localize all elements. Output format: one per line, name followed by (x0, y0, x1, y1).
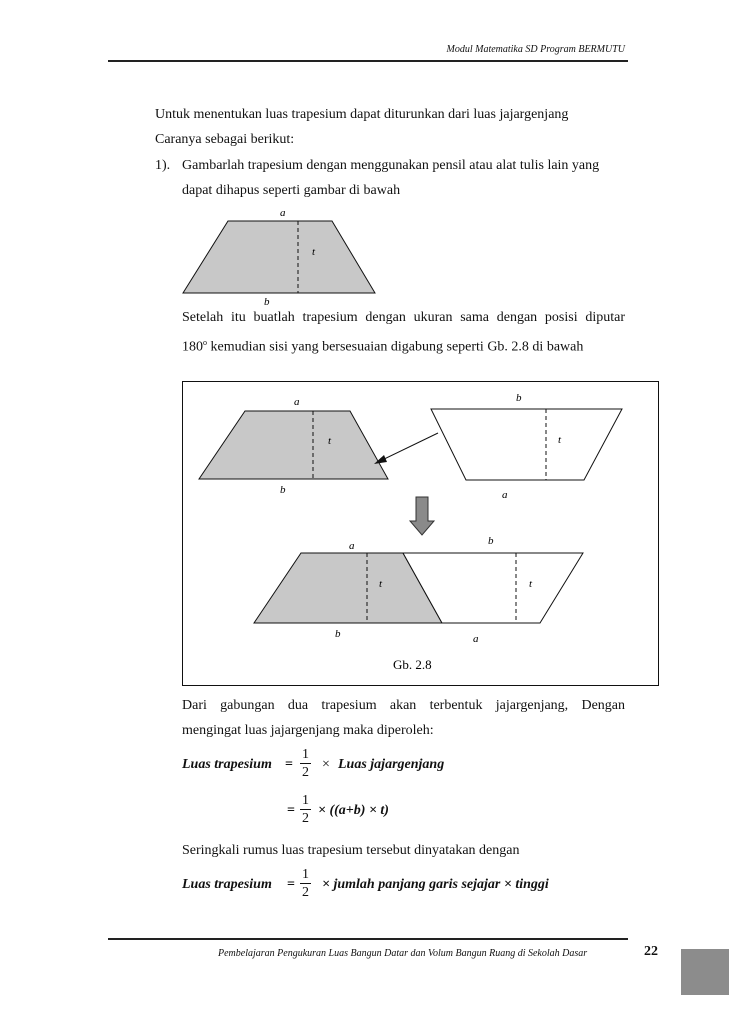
formula3-numerator: 1 (302, 867, 309, 882)
combined-label-b-bottom: b (335, 628, 341, 640)
formula3-eq: = (287, 877, 295, 892)
figure-2-8 (182, 381, 659, 686)
conclusion-line-2: mengingat luas jajargenjang maka diperoleh: (182, 723, 434, 738)
right-label-b: b (516, 392, 522, 404)
rotated-trapezoid (431, 409, 622, 480)
left-label-t: t (328, 435, 332, 447)
right-label-a: a (502, 489, 508, 501)
formula3-fraction (300, 866, 311, 901)
left-label-a: a (294, 396, 300, 408)
left-trapezoid (199, 411, 388, 479)
combined-label-t-2: t (529, 578, 533, 590)
formula3-rhs: × jumlah panjang garis sejajar × tinggi (322, 877, 549, 892)
formula1-rhs: Luas jajargenjang (338, 757, 445, 772)
formula2-denominator: 2 (302, 811, 309, 826)
formula1-eq: = (285, 757, 293, 772)
formula1-lhs: Luas trapesium (182, 757, 272, 772)
down-arrow-icon (410, 497, 434, 535)
label-a: a (280, 207, 286, 219)
combined-label-b-top: b (488, 535, 494, 547)
degree-value: 180 (182, 339, 203, 355)
label-t: t (312, 246, 316, 258)
corner-tab (681, 949, 729, 995)
trapezoid-figure (180, 205, 380, 309)
combined-label-a-bottom: a (473, 633, 479, 645)
formula2-eq: = (287, 803, 295, 818)
step1-line-1: Gambarlah trapesium dengan menggunakan pensil atau alat tulis lain yang (182, 158, 600, 173)
rotation-line-2-rest: kemudian sisi yang bersesuaian digabung seperti Gb. 2.8 di bawah (207, 339, 584, 355)
formula3-lhs: Luas trapesium (182, 877, 272, 892)
page-number: 22 (644, 944, 658, 959)
formula1-times: × (322, 757, 330, 772)
formula1-fraction (300, 746, 311, 781)
conclusion-line-1: Dari gabungan dua trapesium akan terbentuk jajargenjang, Dengan (182, 698, 625, 713)
move-arrow-line (380, 433, 438, 461)
formula1-denominator: 2 (302, 765, 309, 780)
right-label-t: t (558, 434, 562, 446)
formula2-numerator: 1 (302, 793, 309, 808)
step1-line-2: dapat dihapus seperti gambar di bawah (182, 183, 401, 198)
left-label-b: b (280, 484, 286, 496)
header-rule (108, 60, 628, 62)
rotation-line-2 (182, 334, 583, 357)
combined-label-t-1: t (379, 578, 383, 590)
combined-label-a-top: a (349, 540, 355, 552)
degree-sign: o (203, 338, 207, 347)
formula2-rhs: × ((a+b) × t) (318, 803, 389, 818)
step-number: 1). (155, 158, 171, 173)
intro-line-2: Caranya sebagai berikut: (155, 132, 295, 147)
label-b: b (264, 296, 270, 308)
formula1-numerator: 1 (302, 747, 309, 762)
figure-caption: Gb. 2.8 (393, 657, 432, 672)
footer-rule (108, 938, 628, 940)
trapezoid-shape (183, 221, 375, 293)
rotation-line-1: Setelah itu buatlah trapesium dengan ukuran sama dengan posisi diputar (182, 310, 625, 325)
intro-line-1: Untuk menentukan luas trapesium dapat diturunkan dari luas jajargenjang (155, 107, 569, 122)
formula2-fraction (300, 792, 311, 827)
seringkali-text: Seringkali rumus luas trapesium tersebut dinyatakan dengan (182, 843, 520, 858)
formula3-denominator: 2 (302, 885, 309, 900)
running-header: Modul Matematika SD Program BERMUTU (446, 44, 625, 55)
footer-text: Pembelajaran Pengukuran Luas Bangun Datar dan Volum Bangun Ruang di Sekolah Dasar (218, 948, 588, 959)
